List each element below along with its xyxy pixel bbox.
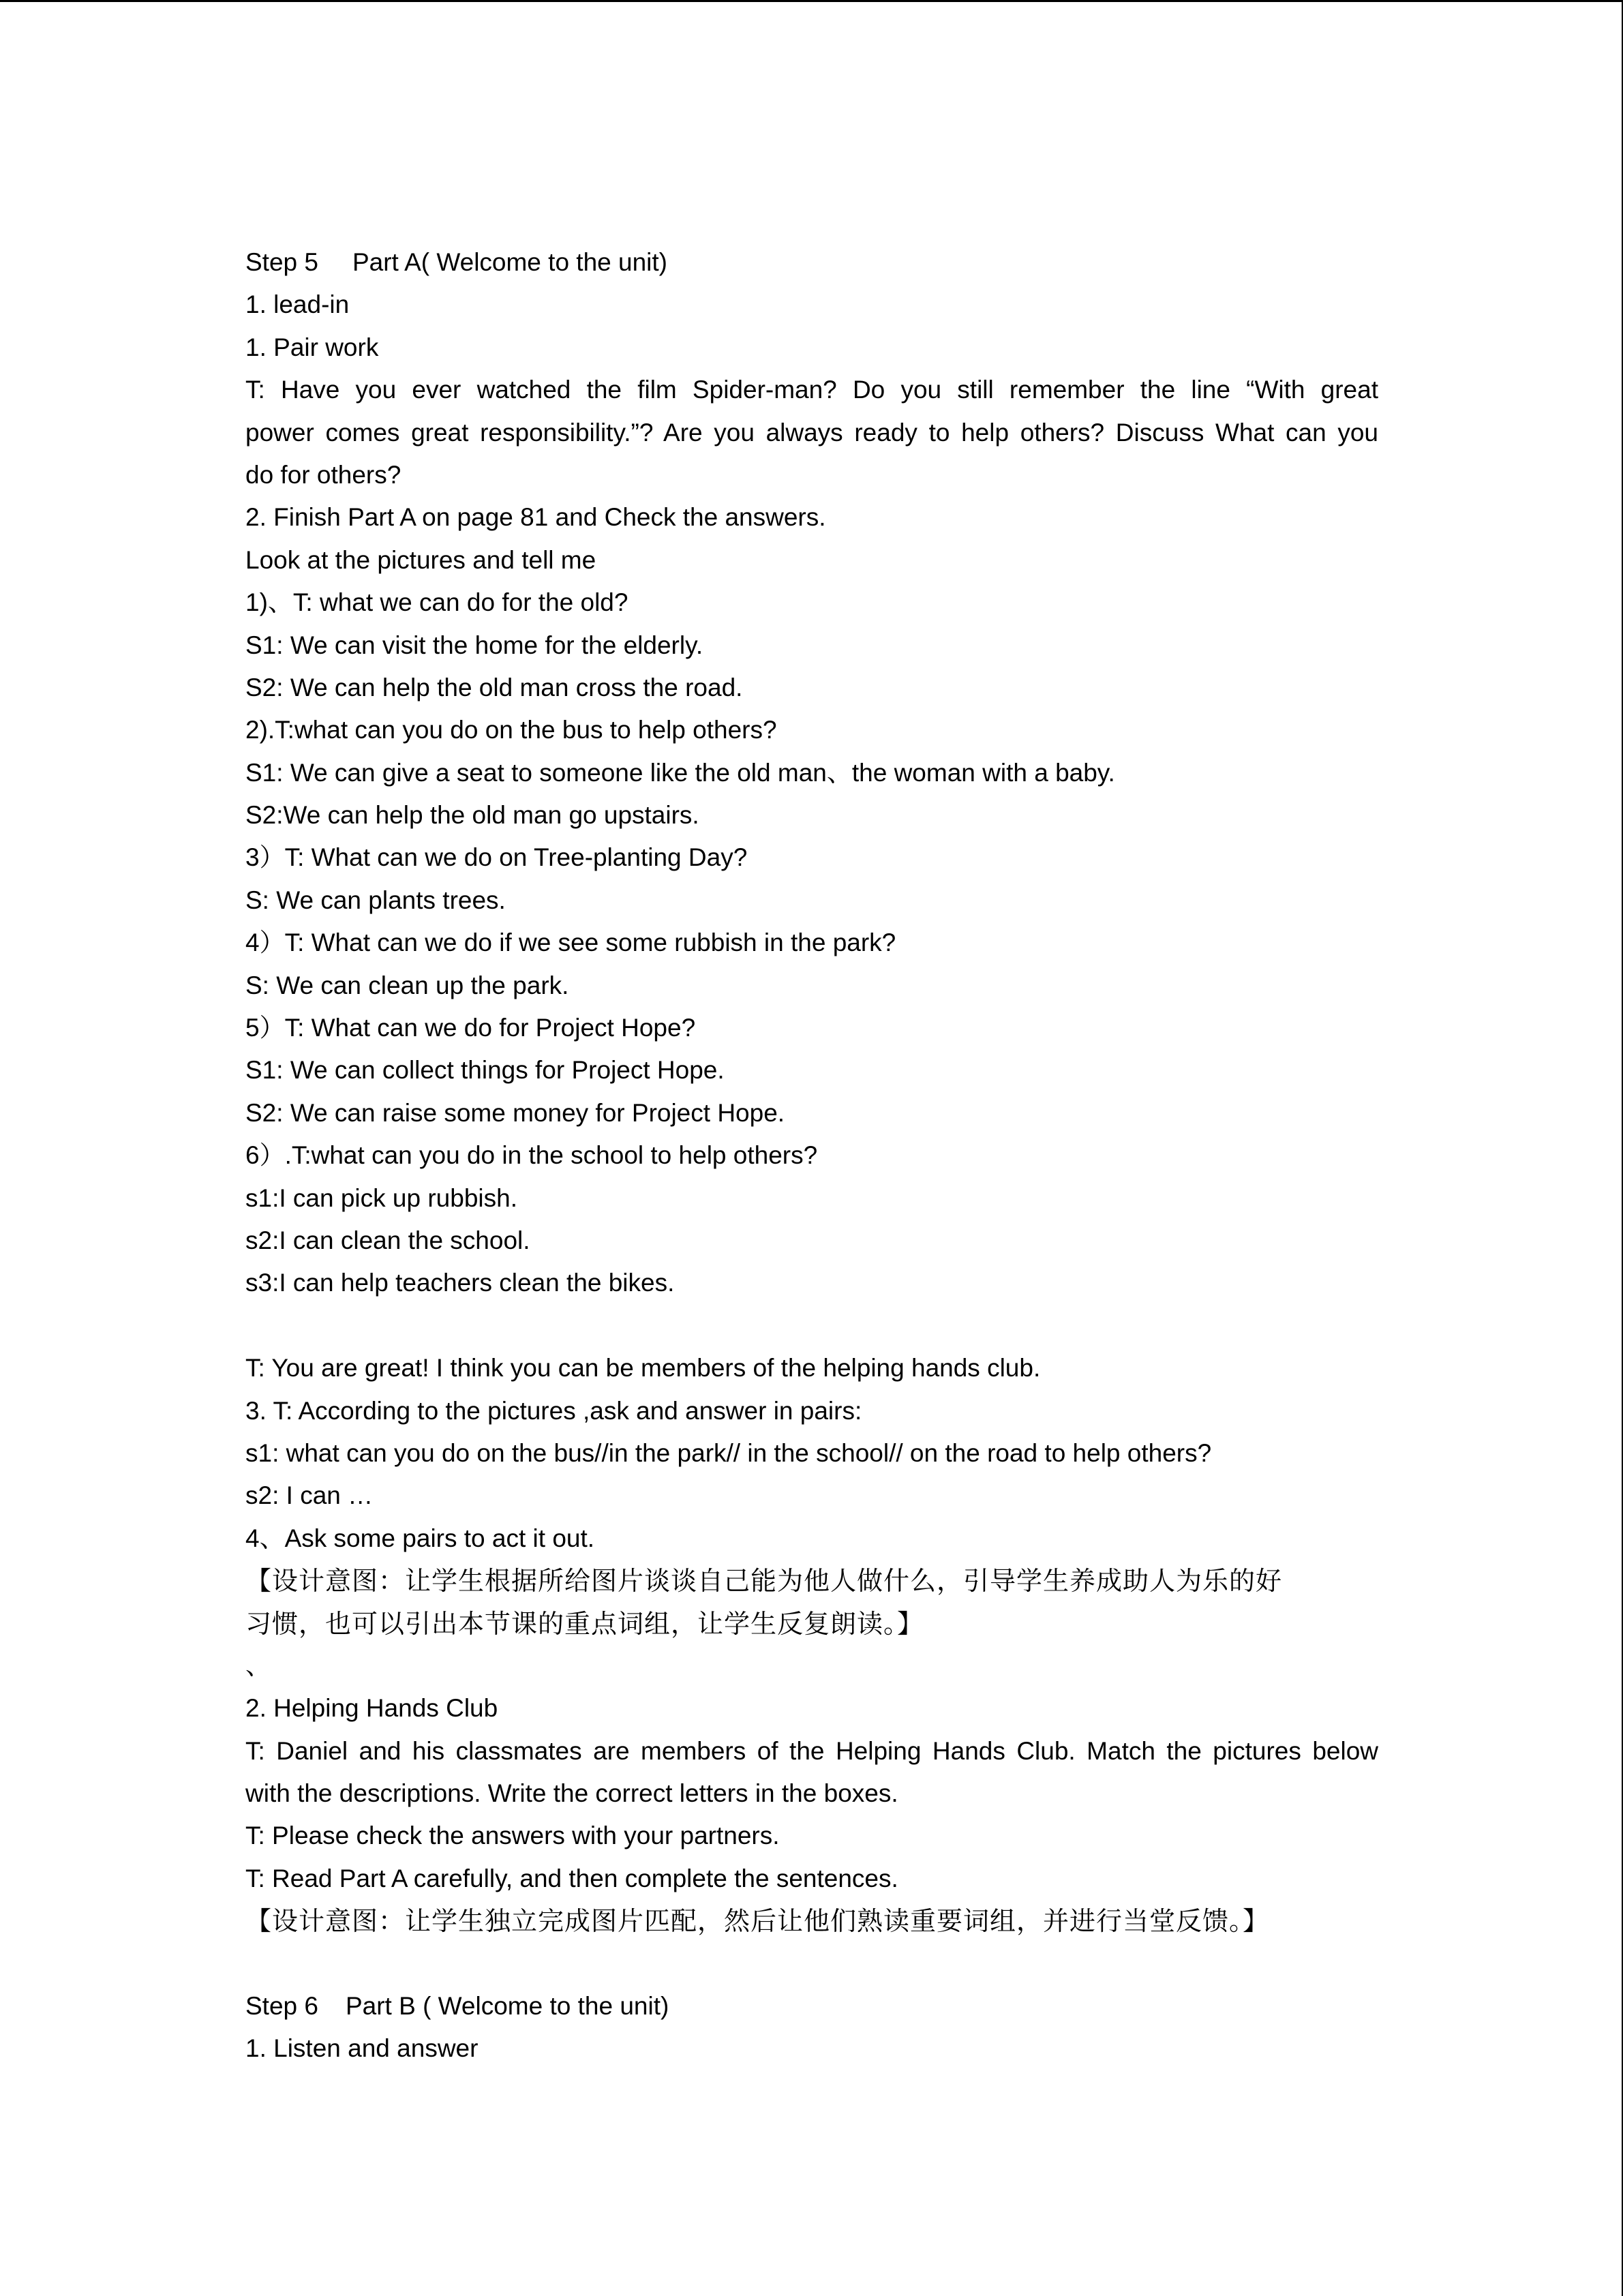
step6-title: Part B ( Welcome to the unit)	[345, 1992, 669, 2021]
qa-line: 1)、T: what we can do for the old?	[245, 588, 628, 617]
qa-line: S: We can clean up the park.	[245, 971, 569, 999]
qa-line: 6）.T:what can you do in the school to help others?	[245, 1141, 818, 1170]
design-intent-line: 【设计意图：让学生根据所给图片谈谈自己能为他人做什么，引导学生养成助人为乐的好	[245, 1566, 1283, 1597]
qa-line: S2: We can raise some money for Project Hope.	[245, 1098, 785, 1127]
qa-line: S1: We can give a seat to someone like the old man、the woman with a baby.	[245, 758, 1115, 787]
qa-line: s2:I can clean the school.	[245, 1226, 530, 1254]
finish-part-a: 2. Finish Part A on page 81 and Check the answers.	[245, 503, 826, 532]
step6-label: Step 6	[245, 1992, 318, 2021]
design-intent-line: 习惯，也可以引出本节课的重点词组，让学生反复朗读。】	[245, 1608, 924, 1639]
design-intent-line: 【设计意图：让学生独立完成图片匹配，然后让他们熟读重要词组，并进行当堂反馈。】	[245, 1906, 1270, 1937]
read-part-a: T: Read Part A carefully, and then complete the sentences.	[245, 1864, 898, 1892]
act-out: 4、Ask some pairs to act it out.	[245, 1524, 595, 1552]
helping-club-heading: 2. Helping Hands Club	[245, 1694, 498, 1723]
pairs-task: 3. T: According to the pictures ,ask and answer in pairs:	[245, 1396, 862, 1425]
praise-line: T: You are great! I think you can be members of the helping hands club.	[245, 1354, 1041, 1383]
intro-line: power comes great responsibility.”? Are you always ready to help others? Discuss What can you	[245, 418, 1378, 447]
step6-heading	[245, 1985, 1378, 2027]
qa-line: s1:I can pick up rubbish.	[245, 1183, 517, 1212]
qa-line: 4）T: What can we do if we see some rubbish in the park?	[245, 928, 896, 957]
pairs-s2: s2: I can …	[245, 1481, 374, 1510]
qa-line: S: We can plants trees.	[245, 886, 506, 914]
intro-line: T: Have you ever watched the film Spider-man? Do you still remember the line “With great	[245, 376, 1378, 404]
listen-answer: 1. Listen and answer	[245, 2034, 479, 2063]
step5-heading	[245, 241, 1378, 284]
lead-in-heading: 1. lead-in	[245, 290, 350, 319]
qa-line: S2:We can help the old man go upstairs.	[245, 801, 699, 830]
lesson-plan-body	[245, 241, 1378, 2070]
qa-line: s3:I can help teachers clean the bikes.	[245, 1269, 675, 1297]
qa-line: 2).T:what can you do on the bus to help others?	[245, 716, 777, 744]
stray-mark: 、	[245, 1651, 271, 1680]
qa-line: 5）T: What can we do for Project Hope?	[245, 1014, 696, 1042]
step5-label: Step 5	[245, 248, 318, 276]
qa-line: 3）T: What can we do on Tree-planting Day?	[245, 843, 748, 872]
intro-line: do for others?	[245, 460, 401, 489]
qa-line: S1: We can collect things for Project Hope.	[245, 1056, 725, 1085]
pairs-s1: s1: what can you do on the bus//in the park// in the school// on the road to help others?	[245, 1438, 1212, 1467]
qa-line: S1: We can visit the home for the elderly.	[245, 631, 703, 659]
daniel-line: T: Daniel and his classmates are members of the Helping Hands Club. Match the pictures below	[245, 1736, 1378, 1765]
pair-work-heading: 1. Pair work	[245, 333, 379, 361]
step5-title: Part A( Welcome to the unit)	[352, 248, 667, 276]
daniel-line: with the descriptions. Write the correct letters in the boxes.	[245, 1779, 898, 1808]
look-pictures: Look at the pictures and tell me	[245, 545, 596, 574]
check-answers: T: Please check the answers with your partners.	[245, 1822, 780, 1850]
blank-line	[245, 1305, 1378, 1347]
qa-line: S2: We can help the old man cross the road.	[245, 673, 743, 701]
blank-line	[245, 1943, 1378, 1985]
